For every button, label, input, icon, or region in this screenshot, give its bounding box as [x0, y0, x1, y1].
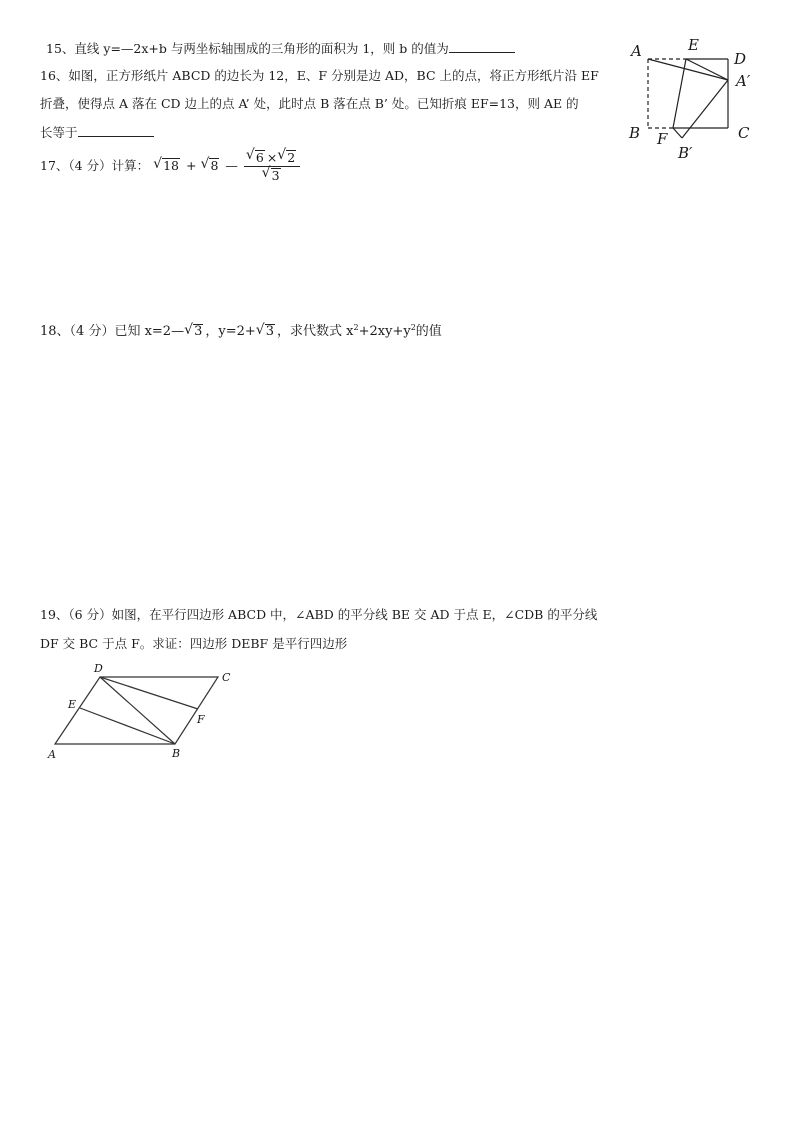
answer-blank-16[interactable]: [78, 124, 154, 137]
question-16-line-3: [40, 124, 154, 141]
label-f: F: [657, 130, 668, 148]
segment-a-aprime: [648, 59, 728, 80]
question-15: [46, 40, 515, 57]
label-a-prime: A′: [736, 72, 751, 90]
question-17-prefix: 17、（4 分）计算：: [40, 158, 150, 173]
question-16-line-1: 16、如图，正方形纸片 ABCD 的边长为 12，E、F 分别是边 AD，BC 上的点，将正方形纸片沿 EF: [40, 68, 599, 83]
sqrt-18: √ 18: [153, 149, 180, 183]
crease-ef: [673, 59, 686, 128]
label-d: D: [94, 662, 103, 675]
question-16-line-3-text: 长等于: [40, 125, 78, 140]
label-b: B: [172, 747, 181, 760]
sqrt-8: √ 8: [200, 149, 219, 183]
figure-16-folded-square: [620, 34, 760, 164]
question-17: [40, 149, 300, 183]
figure-19-parallelogram: [40, 660, 240, 764]
fraction-denominator: √ 3: [244, 167, 300, 183]
parallelogram-abcd: [55, 677, 218, 744]
label-b-prime: B′: [678, 144, 693, 162]
fraction-numerator: √ 6 ×√ 2: [244, 150, 300, 167]
segment-be: [80, 708, 175, 744]
answer-blank-15[interactable]: [449, 40, 515, 53]
fraction: [244, 150, 300, 183]
label-c: C: [738, 124, 750, 142]
segment-e-aprime: [686, 59, 728, 80]
segment-aprime-bprime: [682, 80, 728, 138]
label-b: B: [629, 124, 641, 142]
diagonal-db: [100, 677, 175, 744]
minus-sign: —: [225, 158, 238, 173]
label-d: D: [734, 50, 747, 68]
label-e: E: [68, 698, 77, 711]
question-16-line-2: 折叠，使得点 A 落在 CD 边上的点 A’ 处，此时点 B 落在点 B’ 处。已知折痕 EF=13，则 AE 的: [40, 96, 579, 111]
question-19-line-2: DF 交 BC 于点 F。求证：四边形 DEBF 是平行四边形: [40, 636, 348, 651]
question-18: 18、（4 分）已知 x=2—√ 3 ，y=2+√ 3 ，求代数式 $x^2+2xy+y^2$的值: [40, 320, 442, 340]
question-15-text: 15、直线 y=—2x+b 与两坐标轴围成的三角形的面积为 1，则 b 的值为: [46, 41, 449, 56]
label-a: A: [48, 748, 56, 761]
segment-f-bprime: [673, 128, 682, 138]
label-a: A: [631, 42, 642, 60]
question-19-line-1: 19、（6 分）如图，在平行四边形 ABCD 中，∠ABD 的平分线 BE 交 AD 于点 E，∠CDB 的平分线: [40, 607, 598, 622]
label-e: E: [688, 36, 699, 54]
plus-sign: +: [185, 158, 197, 173]
label-f: F: [197, 713, 205, 726]
label-c: C: [222, 671, 231, 684]
segment-df: [100, 677, 198, 709]
